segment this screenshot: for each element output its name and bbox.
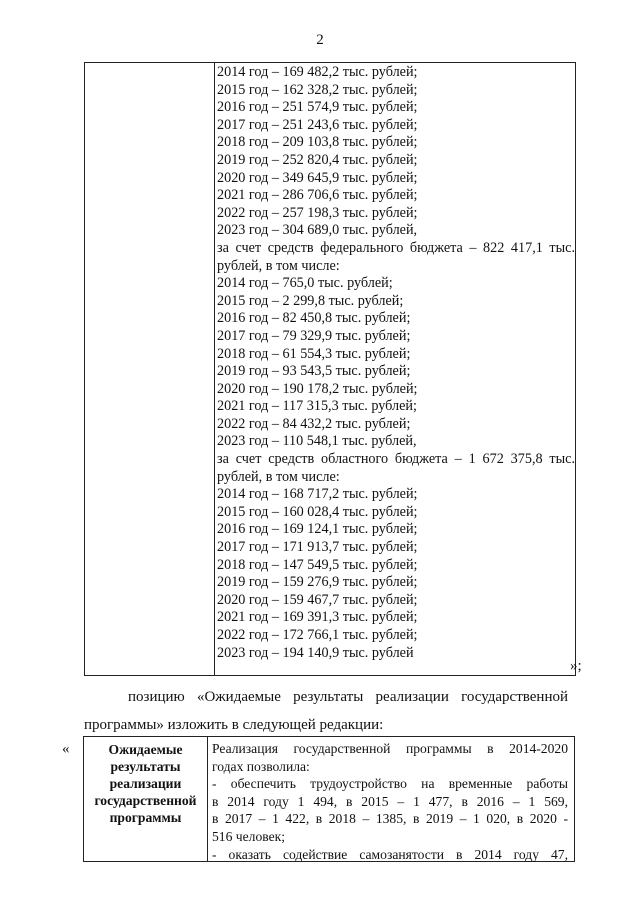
budget-line: 2016 год – 169 124,1 тыс. рублей; — [217, 521, 418, 538]
results-content-cell — [212, 740, 568, 863]
budget-line: 2015 год – 160 028,4 тыс. рублей; — [217, 503, 418, 520]
column-divider — [207, 737, 208, 861]
budget-table — [84, 62, 576, 676]
budget-line: 2015 год – 162 328,2 тыс. рублей; — [217, 81, 418, 98]
budget-line: 2019 год – 93 543,5 тыс. рублей; — [217, 363, 411, 380]
content-line: в 2017 – 1 422, в 2018 – 1385, в 2019 – 1 020, в 2020 - — [212, 811, 568, 827]
budget-line: 2017 год – 171 913,7 тыс. рублей; — [217, 539, 418, 556]
budget-line: 2022 год – 84 432,2 тыс. рублей; — [217, 415, 411, 432]
budget-line: 2016 год – 251 574,9 тыс. рублей; — [217, 99, 418, 116]
budget-line: 2017 год – 79 329,9 тыс. рублей; — [217, 327, 411, 344]
content-line: Реализация государственной программы в 2014-2020 — [212, 741, 568, 756]
budget-line: 2022 год – 257 198,3 тыс. рублей; — [217, 204, 418, 221]
budget-line: 2017 год – 251 243,6 тыс. рублей; — [217, 116, 418, 133]
results-header-cell — [84, 741, 207, 826]
budget-line: 2018 год – 61 554,3 тыс. рублей; — [217, 345, 411, 362]
budget-line: рублей, в том числе: — [217, 468, 340, 485]
header-line: реализации — [109, 776, 182, 791]
budget-line: 2014 год – 169 482,2 тыс. рублей; — [217, 64, 418, 80]
budget-line: 2016 год – 82 450,8 тыс. рублей; — [217, 310, 411, 327]
budget-line: 2014 год – 765,0 тыс. рублей; — [217, 275, 393, 292]
budget-line: 2015 год – 2 299,8 тыс. рублей; — [217, 292, 404, 309]
budget-line: 2020 год – 190 178,2 тыс. рублей; — [217, 380, 418, 397]
budget-line: 2020 год – 159 467,7 тыс. рублей; — [217, 591, 418, 608]
results-table — [83, 736, 575, 862]
budget-line: 2023 год – 110 548,1 тыс. рублей, — [217, 433, 417, 450]
budget-line: 2019 год – 252 820,4 тыс. рублей; — [217, 151, 418, 168]
content-line: - обеспечить трудоустройство на временные работы — [212, 776, 568, 792]
content-line: - оказать содействие самозанятости в 2014 году 47, — [212, 846, 568, 862]
budget-line: 2014 год – 168 717,2 тыс. рублей; — [217, 486, 418, 503]
budget-line: рублей, в том числе: — [217, 257, 340, 274]
header-line: результаты — [110, 759, 181, 774]
budget-lines — [217, 64, 575, 662]
content-line: годах позволила: — [212, 758, 310, 774]
budget-line: 2023 год – 304 689,0 тыс. рублей, — [217, 222, 418, 239]
paragraph-line: программы» изложить в следующей редакции: — [84, 717, 384, 733]
page-number: 2 — [316, 32, 324, 48]
budget-line: 2020 год – 349 645,9 тыс. рублей; — [217, 169, 418, 186]
budget-line: 2019 год – 159 276,9 тыс. рублей; — [217, 574, 418, 591]
header-line: программы — [109, 810, 182, 825]
budget-line: за счет средств областного бюджета – 1 672 375,8 тыс. — [217, 451, 575, 468]
budget-line: за счет средств федерального бюджета – 822 417,1 тыс. — [217, 239, 575, 256]
closing-quote: »; — [570, 658, 582, 674]
header-line: Ожидаемые — [108, 742, 183, 757]
opening-quote: « — [62, 741, 70, 757]
budget-line: 2022 год – 172 766,1 тыс. рублей; — [217, 627, 418, 643]
paragraph-line: позицию «Ожидаемые результаты реализации государственной — [128, 689, 568, 705]
amendment-paragraph — [84, 683, 568, 739]
budget-line: 2018 год – 209 103,8 тыс. рублей; — [217, 134, 418, 151]
column-divider — [214, 63, 215, 675]
budget-line: 2021 год – 169 391,3 тыс. рублей; — [217, 609, 418, 626]
budget-line: 2021 год – 286 706,6 тыс. рублей; — [217, 187, 418, 204]
budget-line: 2021 год – 117 315,3 тыс. рублей; — [217, 398, 417, 415]
content-line: 516 человек; — [212, 828, 285, 844]
budget-line: 2023 год – 194 140,9 тыс. рублей — [217, 644, 414, 661]
header-line: государственной — [94, 793, 197, 808]
budget-line: 2018 год – 147 549,5 тыс. рублей; — [217, 556, 418, 573]
content-line: в 2014 году 1 494, в 2015 – 1 477, в 2016 – 1 569, — [212, 793, 568, 809]
